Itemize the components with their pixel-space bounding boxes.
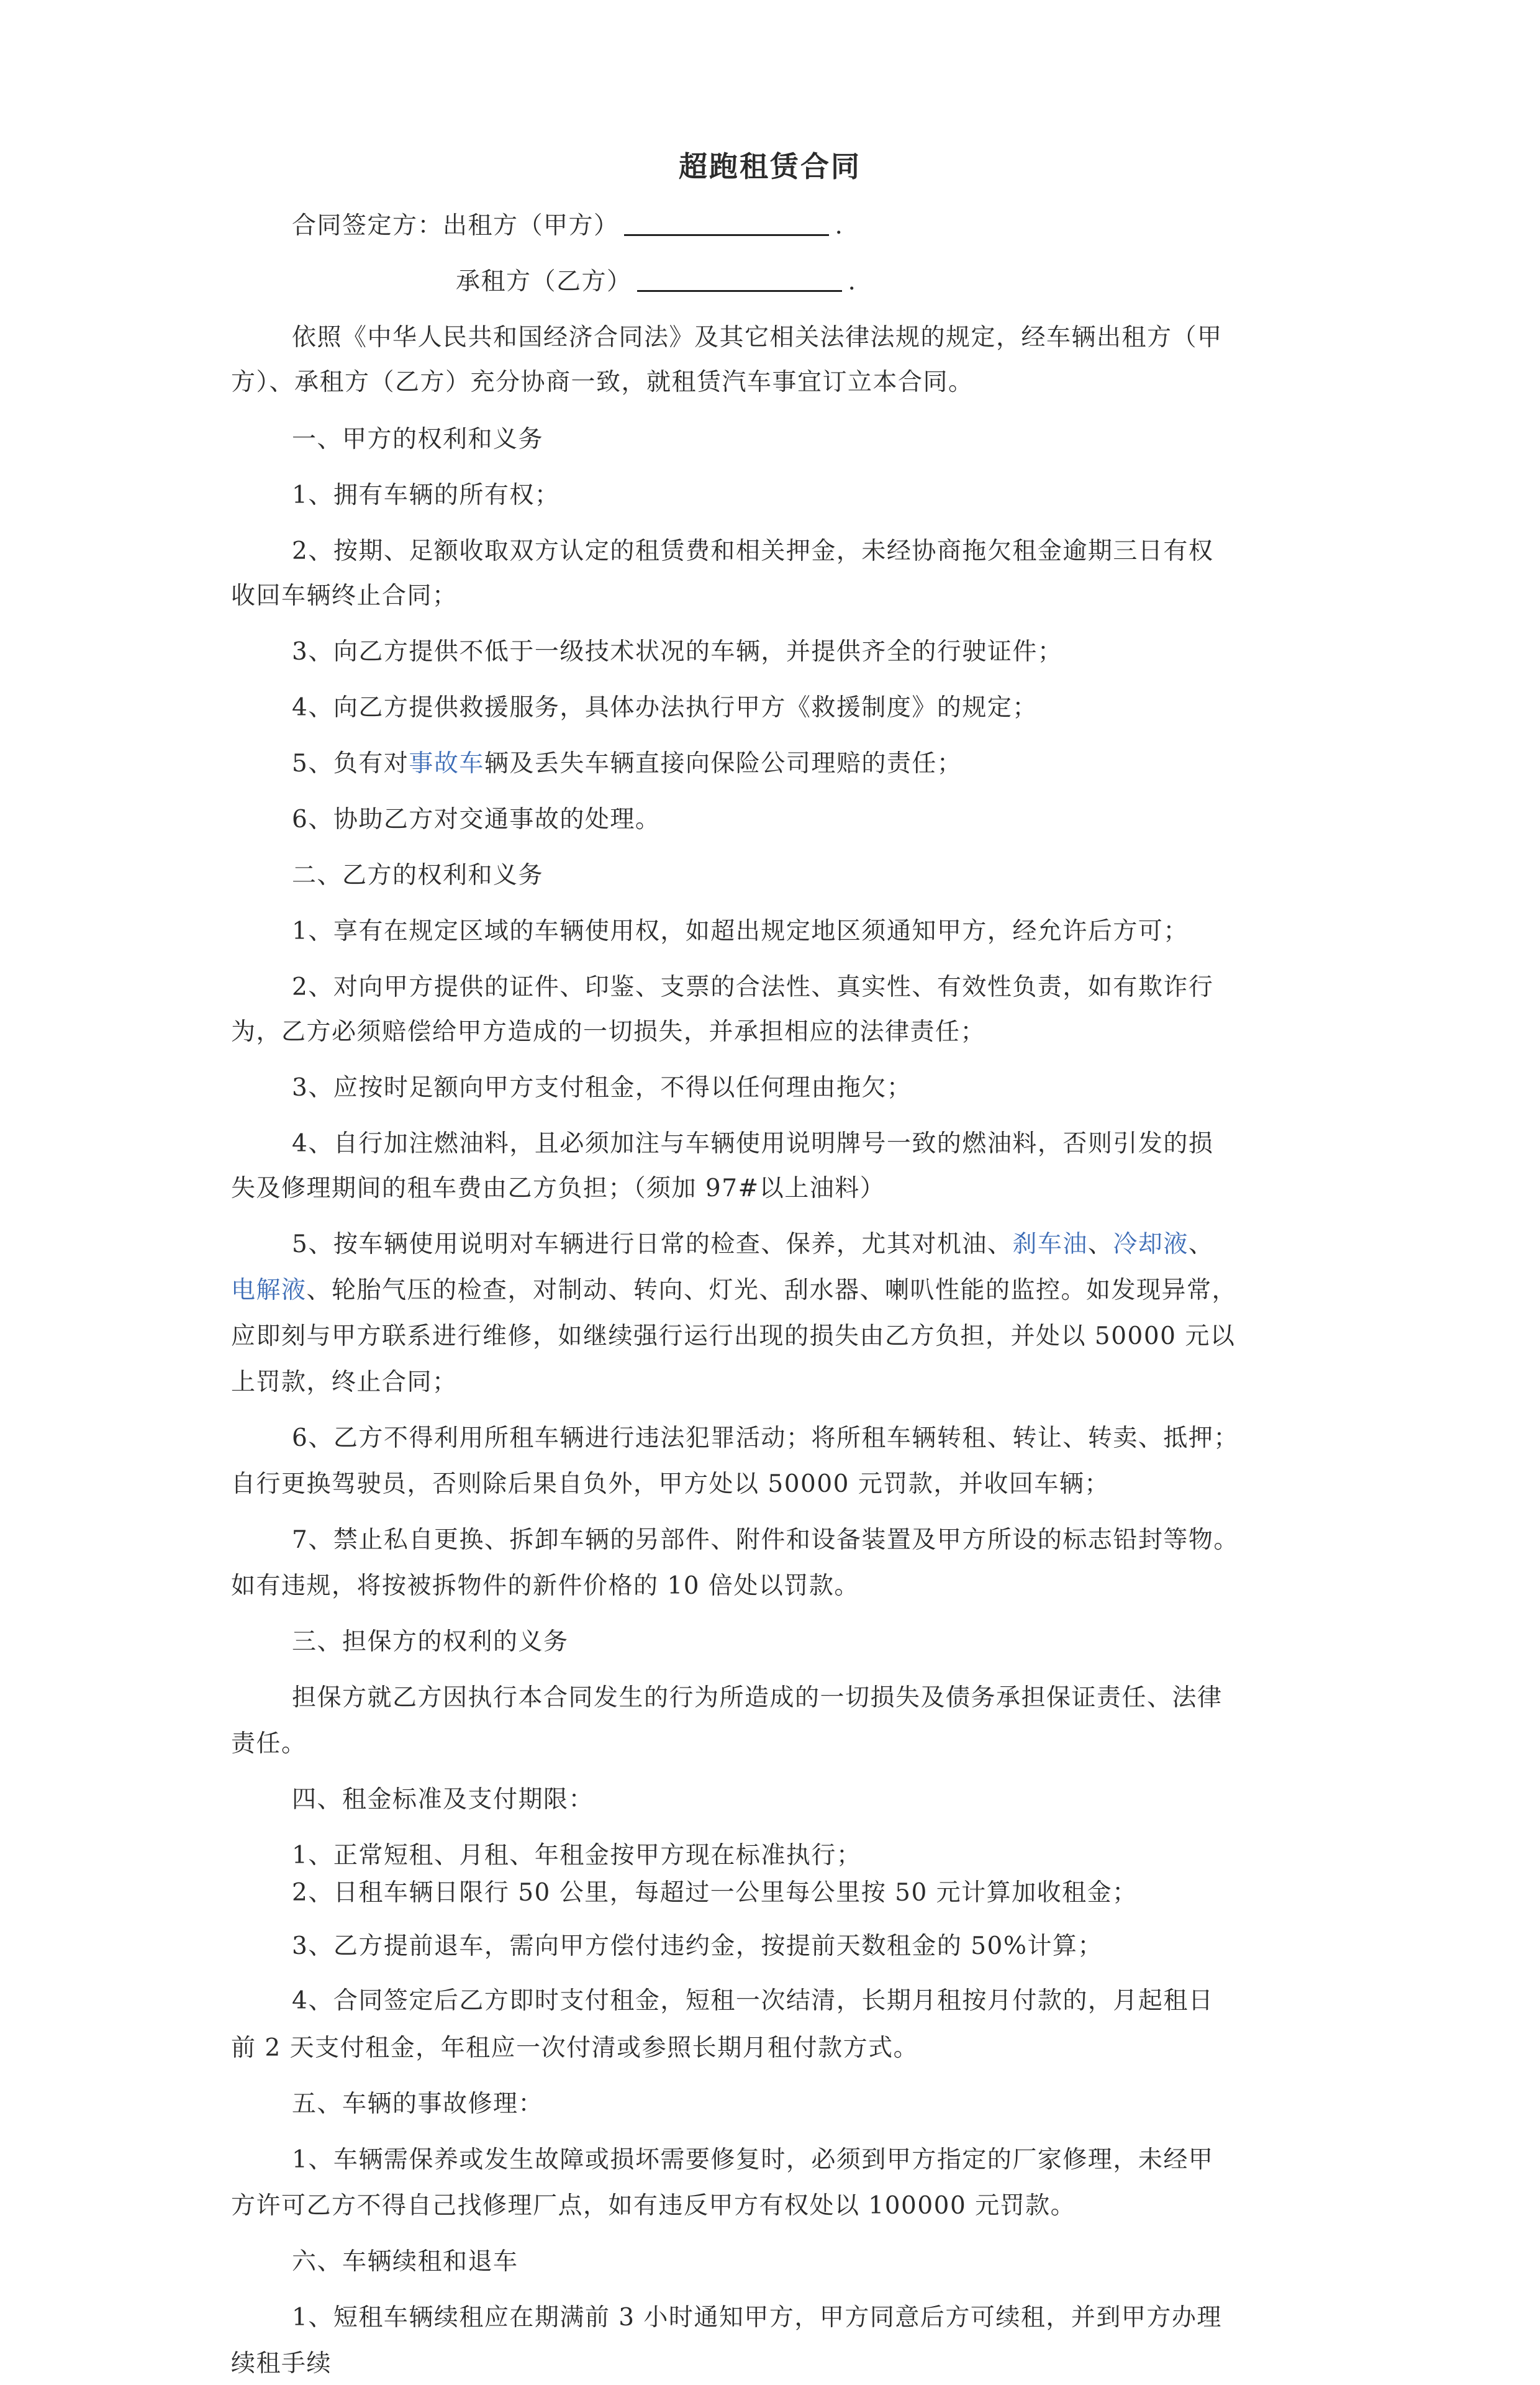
- section-2-heading: 二、乙方的权利和义务: [292, 861, 544, 889]
- s2-item-5a: [292, 1229, 1213, 1261]
- s3-para-2: 责任。: [231, 1730, 307, 1758]
- lessee-line: [456, 266, 856, 298]
- s2-item-7b: 如有违规，将按被拆物件的新件价格的 10 倍处以罚款。: [231, 1572, 859, 1600]
- section-3-heading: 三、担保方的权利的义务: [292, 1628, 569, 1656]
- accident-car-link[interactable]: 事故车: [409, 750, 484, 778]
- s6-item-1a: 1、短租车辆续租应在期满前 3 小时通知甲方，甲方同意后方可续租，并到甲方办理: [292, 2304, 1222, 2332]
- lessor-line: [292, 210, 843, 242]
- s1-item-2b: 收回车辆终止合同；: [231, 582, 458, 610]
- s5-item-1a: 1、车辆需保养或发生故障或损坏需要修复时，必须到甲方指定的厂家修理，未经甲: [292, 2146, 1214, 2174]
- section-4-heading: 四、租金标准及支付期限：: [292, 1786, 594, 1814]
- s2-item-5b-post: 、轮胎气压的检查，对制动、转向、灯光、刮水器、喇叭性能的监控。如发现异常，: [306, 1276, 1238, 1304]
- s4-item-2: 2、日租车辆日限行 50 公里，每超过一公里每公里按 50 元计算加收租金；: [292, 1879, 1138, 1907]
- electrolyte-link[interactable]: 电解液: [231, 1276, 307, 1304]
- section-5-heading: 五、车辆的事故修理：: [292, 2090, 544, 2118]
- s2-item-2b: 为，乙方必须赔偿给甲方造成的一切损失，并承担相应的法律责任；: [231, 1018, 986, 1046]
- intro-line-1: 依照《中华人民共和国经济合同法》及其它相关法律法规的规定，经车辆出租方（甲: [292, 324, 1223, 352]
- lessee-label: 承租方（乙方）: [456, 268, 632, 296]
- section-1-heading: 一、甲方的权利和义务: [292, 425, 544, 453]
- s4-item-1: 1、正常短租、月租、年租金按甲方现在标准执行；: [292, 1842, 862, 1869]
- s1-item-6: 6、协助乙方对交通事故的处理。: [292, 806, 661, 834]
- s3-para-1: 担保方就乙方因执行本合同发生的行为所造成的一切损失及债务承担保证责任、法律: [292, 1684, 1223, 1712]
- lessor-label: 合同签定方：出租方（甲方）: [292, 212, 619, 240]
- s2-item-5a-post: 、: [1188, 1230, 1214, 1258]
- s2-item-1: 1、享有在规定区域的车辆使用权，如超出规定地区须通知甲方，经允许后方可；: [292, 917, 1189, 945]
- s1-item-3: 3、向乙方提供不低于一级技术状况的车辆，并提供齐全的行驶证件；: [292, 638, 1063, 666]
- s1-item-1: 1、拥有车辆的所有权；: [292, 481, 560, 509]
- s2-item-5c: 应即刻与甲方联系进行维修，如继续强行运行出现的损失由乙方负担，并处以 50000 元以: [231, 1322, 1236, 1350]
- s6-item-1b: 续租手续: [231, 2350, 332, 2378]
- s5-item-1b: 方许可乙方不得自己找修理厂点，如有违反甲方有权处以 100000 元罚款。: [231, 2192, 1076, 2220]
- s2-item-2a: 2、对向甲方提供的证件、印鉴、支票的合法性、真实性、有效性负责，如有欺诈行: [292, 973, 1214, 1001]
- s1-item-5-post: 辆及丢失车辆直接向保险公司理赔的责任；: [484, 750, 962, 778]
- lessee-blank: [637, 269, 842, 292]
- coolant-link[interactable]: 冷却液: [1113, 1230, 1189, 1258]
- s1-item-5: [292, 748, 962, 780]
- s2-item-5d: 上罚款，终止合同；: [231, 1368, 458, 1396]
- s4-item-4b: 前 2 天支付租金，年租应一次付清或参照长期月租付款方式。: [231, 2034, 919, 2062]
- s4-item-4a: 4、合同签定后乙方即时支付租金，短租一次结清，长期月租按月付款的，月起租日: [292, 1987, 1214, 2015]
- lessee-trail: .: [848, 268, 857, 296]
- s2-item-5a-sep: 、: [1087, 1230, 1113, 1258]
- document-title: 超跑租赁合同: [679, 150, 861, 183]
- s1-item-4: 4、向乙方提供救援服务，具体办法执行甲方《救援制度》的规定；: [292, 694, 1038, 722]
- brake-fluid-link[interactable]: 刹车油: [1012, 1230, 1088, 1258]
- s2-item-7a: 7、禁止私自更换、拆卸车辆的另部件、附件和设备装置及甲方所设的标志铅封等物。: [292, 1526, 1239, 1554]
- s2-item-3: 3、应按时足额向甲方支付租金，不得以任何理由拖欠；: [292, 1074, 912, 1102]
- s2-item-5b: [231, 1274, 1237, 1307]
- s4-item-3: 3、乙方提前退车，需向甲方偿付违约金，按提前天数租金的 50%计算；: [292, 1932, 1103, 1960]
- s2-item-6a: 6、乙方不得利用所租车辆进行违法犯罪活动；将所租车辆转租、转让、转卖、抵押；: [292, 1424, 1239, 1452]
- section-6-heading: 六、车辆续租和退车: [292, 2248, 519, 2276]
- s2-item-4a: 4、自行加注燃油料，且必须加注与车辆使用说明牌号一致的燃油料，否则引发的损: [292, 1130, 1214, 1158]
- intro-line-2: 方）、承租方（乙方）充分协商一致，就租赁汽车事宜订立本合同。: [231, 368, 974, 396]
- s1-item-5-pre: 5、负有对: [292, 750, 409, 778]
- s2-item-5a-pre: 5、按车辆使用说明对车辆进行日常的检查、保养，尤其对机油、: [292, 1230, 1013, 1258]
- lessor-trail: .: [835, 212, 844, 240]
- s2-item-6b: 自行更换驾驶员，否则除后果自负外，甲方处以 50000 元罚款，并收回车辆；: [231, 1470, 1110, 1498]
- s2-item-4b: 失及修理期间的租车费由乙方负担；（须加 97#以上油料）: [231, 1174, 886, 1202]
- lessor-blank: [624, 213, 829, 236]
- s1-item-2a: 2、按期、足额收取双方认定的租赁费和相关押金，未经协商拖欠租金逾期三日有权: [292, 537, 1214, 565]
